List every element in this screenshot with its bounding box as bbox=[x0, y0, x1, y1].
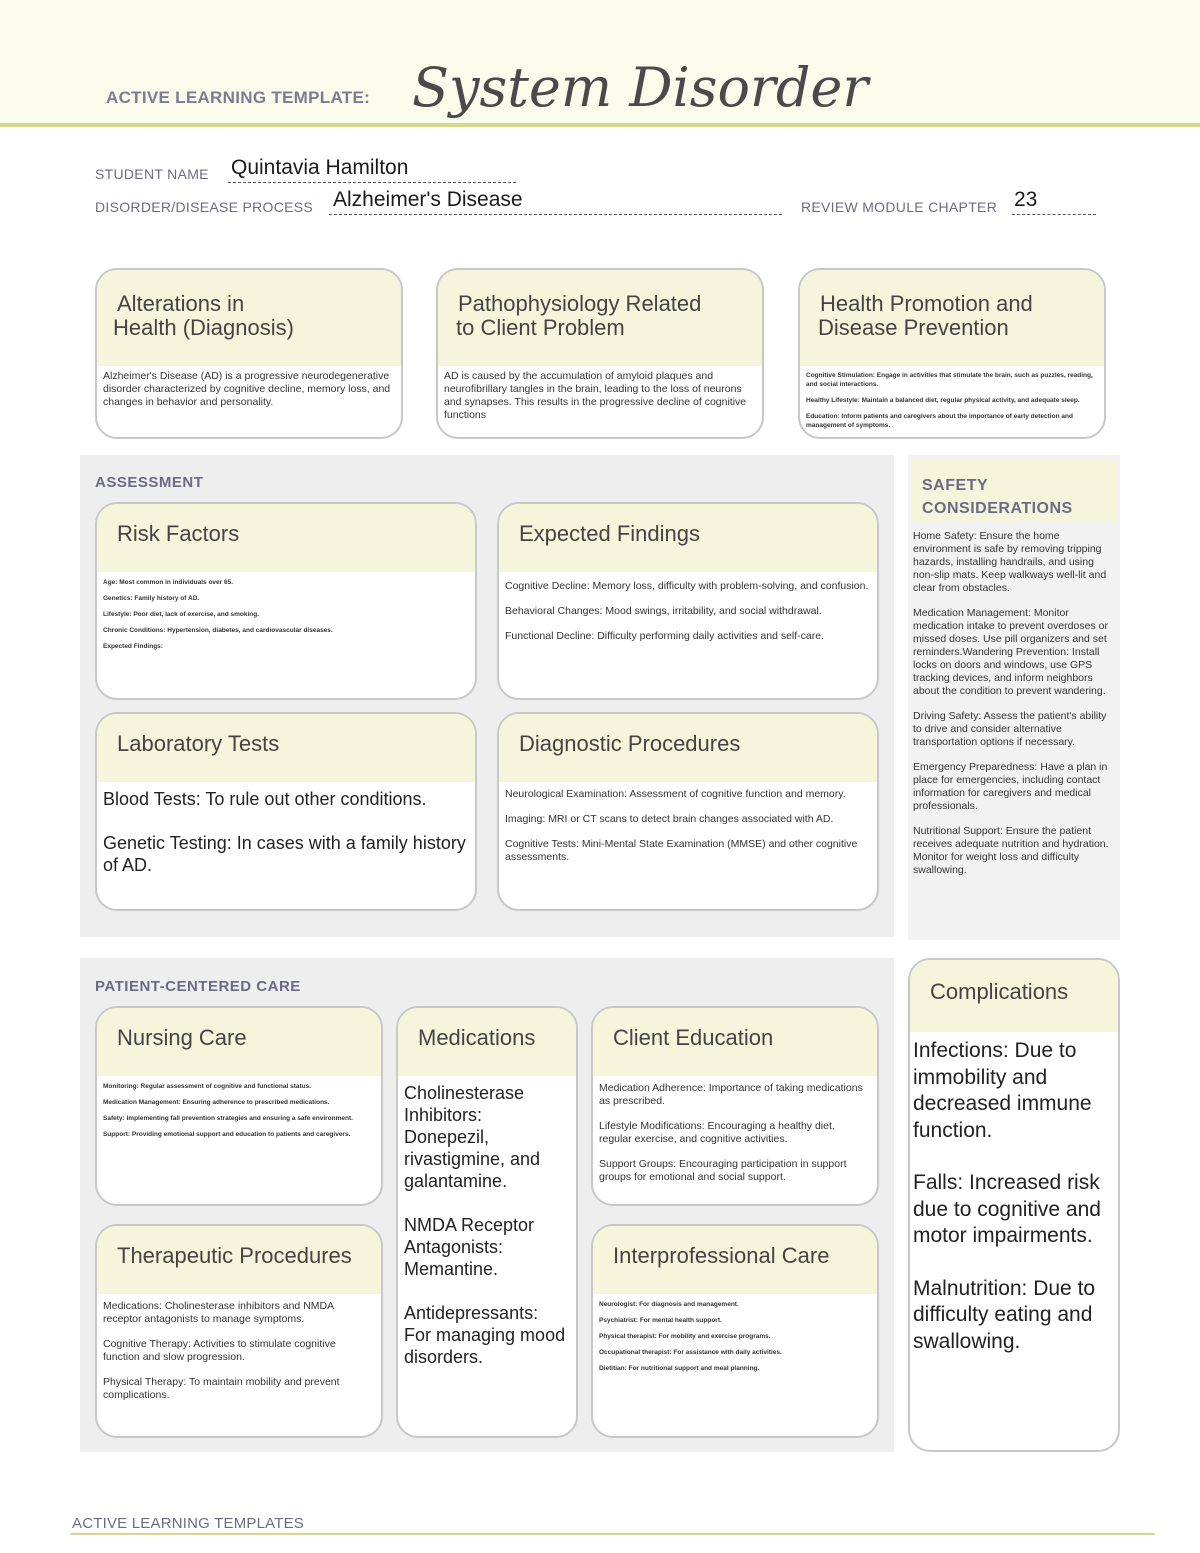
medication-item: Cholinesterase Inhibitors: Donepezil, rivastigmine, and galantamine. bbox=[404, 1083, 541, 1191]
health-promotion-header bbox=[800, 270, 1104, 366]
safety-item: Medication Management: Monitor medication intake to prevent overdoses or missed doses. Use pill organizers and set reminders.Wandering Prevention: Install locks on doors and windows, use GPS tracking devices, and inform neighbors about the condition to prevent wandering. bbox=[913, 607, 1108, 697]
client-education-item: Lifestyle Modifications: Encouraging a healthy diet, regular exercise, and cognitive activities. bbox=[599, 1120, 835, 1145]
medications-box bbox=[396, 1006, 578, 1438]
pathophysiology-text: AD is caused by the accumulation of amyloid plaques and neurofibrillary tangles in the brain, leading to the loss of neurons and synapses. This results in the progressive decline of cognitive functions bbox=[444, 370, 747, 421]
diagnostic-procedures-header: Diagnostic Procedures bbox=[499, 714, 877, 782]
client-education-item: Support Groups: Encouraging participation in support groups for emotional and social support. bbox=[599, 1158, 847, 1183]
complication-item: Falls: Increased risk due to cognitive and motor impairments. bbox=[913, 1171, 1101, 1247]
risk-factors-list bbox=[97, 572, 475, 651]
expected-finding-item: Behavioral Changes: Mood swings, irritability, and social withdrawal. bbox=[505, 605, 822, 617]
risk-factor-item: Expected Findings: bbox=[103, 643, 163, 650]
disorder-value[interactable]: Alzheimer's Disease bbox=[333, 188, 523, 211]
risk-factor-item: Age: Most common in individuals over 65. bbox=[103, 579, 234, 586]
expected-findings-list bbox=[499, 572, 877, 643]
pathophysiology-title-line1: Pathophysiology Related bbox=[458, 291, 702, 316]
health-promotion-item: Cognitive Stimulation: Engage in activities that stimulate the brain, such as puzzles, reading, and social interactions. bbox=[806, 372, 1093, 388]
footer-label: ACTIVE LEARNING TEMPLATES bbox=[72, 1515, 304, 1532]
diagnostic-procedure-item: Cognitive Tests: Mini-Mental State Examination (MMSE) and other cognitive assessments. bbox=[505, 838, 858, 863]
chapter-label: REVIEW MODULE CHAPTER bbox=[801, 199, 998, 215]
diagnostic-procedure-item: Neurological Examination: Assessment of cognitive function and memory. bbox=[505, 788, 846, 800]
disorder-line bbox=[329, 214, 782, 215]
assessment-label: ASSESSMENT bbox=[95, 474, 204, 491]
interprofessional-care-list bbox=[593, 1294, 877, 1373]
template-title: System Disorder bbox=[412, 56, 869, 119]
nursing-care-item: Monitoring: Regular assessment of cognitive and functional status. bbox=[103, 1083, 312, 1090]
template-label: ACTIVE LEARNING TEMPLATE: bbox=[106, 88, 371, 107]
complication-item: Malnutrition: Due to difficulty eating and swallowing. bbox=[913, 1276, 1096, 1353]
health-promotion-list bbox=[800, 366, 1104, 430]
interprofessional-care-box bbox=[591, 1224, 879, 1438]
interprofessional-care-item: Psychiatrist: For mental health support. bbox=[599, 1317, 722, 1324]
client-education-header: Client Education bbox=[593, 1008, 877, 1076]
risk-factor-item: Genetics: Family history of AD. bbox=[103, 595, 200, 602]
lab-tests-list bbox=[97, 782, 475, 876]
alterations-text: Alzheimer's Disease (AD) is a progressive neurodegenerative disorder characterized by cognitive decline, memory loss, and changes in behavior and personality. bbox=[103, 370, 391, 408]
health-promotion-box bbox=[798, 268, 1106, 439]
complications-box bbox=[908, 958, 1120, 1452]
disorder-label: DISORDER/DISEASE PROCESS bbox=[95, 199, 314, 215]
pathophysiology-header bbox=[438, 270, 762, 366]
medication-item: NMDA Receptor Antagonists: Memantine. bbox=[404, 1215, 535, 1279]
health-promotion-title-line2: Disease Prevention bbox=[818, 315, 1009, 340]
risk-factor-item: Chronic Conditions: Hypertension, diabetes, and cardiovascular diseases. bbox=[103, 627, 333, 634]
nursing-care-list bbox=[97, 1076, 381, 1139]
lab-tests-header: Laboratory Tests bbox=[97, 714, 475, 782]
safety-label-line1: SAFETY bbox=[922, 477, 989, 494]
diagnostic-procedures-list bbox=[499, 782, 877, 864]
lab-test-item: Blood Tests: To rule out other conditions. bbox=[103, 789, 427, 809]
client-education-list bbox=[593, 1076, 877, 1184]
expected-findings-box bbox=[497, 502, 879, 700]
interprofessional-care-item: Dietitian: For nutritional support and meal planning. bbox=[599, 1365, 760, 1372]
complications-header: Complications bbox=[910, 960, 1118, 1032]
nursing-care-box bbox=[95, 1006, 383, 1206]
health-promotion-item: Healthy Lifestyle: Maintain a balanced diet, regular physical activity, and adequate sleep. bbox=[806, 397, 1080, 404]
medications-header: Medications bbox=[398, 1008, 576, 1076]
safety-item: Driving Safety: Assess the patient's ability to drive and consider alternative transportation options if necessary. bbox=[913, 710, 1107, 748]
nursing-care-item: Support: Providing emotional support and education to patients and caregivers. bbox=[103, 1131, 351, 1138]
risk-factors-box bbox=[95, 502, 477, 700]
interprofessional-care-header: Interprofessional Care bbox=[593, 1226, 877, 1294]
therapeutic-procedure-item: Medications: Cholinesterase inhibitors and NMDA receptor antagonists to manage symptoms. bbox=[103, 1300, 334, 1325]
safety-item: Home Safety: Ensure the home environment is safe by removing tripping hazards, installing handrails, and using non-slip mats. Keep walkways well-lit and clear from obstacles. bbox=[913, 530, 1107, 594]
therapeutic-procedures-list bbox=[97, 1294, 381, 1402]
alterations-title-line1: Alterations in bbox=[117, 291, 245, 316]
safety-list bbox=[913, 530, 1115, 889]
health-promotion-item: Education: Inform patients and caregivers about the importance of early detection and management of symptoms. bbox=[806, 413, 1073, 429]
medication-item: Antidepressants: For managing mood disorders. bbox=[404, 1303, 566, 1367]
alterations-header bbox=[97, 270, 401, 366]
medications-list bbox=[398, 1076, 576, 1368]
client-education-box bbox=[591, 1006, 879, 1206]
diagnostic-procedure-item: Imaging: MRI or CT scans to detect brain changes associated with AD. bbox=[505, 813, 834, 825]
interprofessional-care-item: Neurologist: For diagnosis and management. bbox=[599, 1301, 739, 1308]
chapter-line bbox=[1012, 214, 1096, 215]
interprofessional-care-item: Occupational therapist: For assistance with daily activities. bbox=[599, 1349, 782, 1356]
lab-test-item: Genetic Testing: In cases with a family history of AD. bbox=[103, 833, 466, 875]
expected-findings-header: Expected Findings bbox=[499, 504, 877, 572]
therapeutic-procedures-box bbox=[95, 1224, 383, 1438]
complications-list bbox=[910, 1032, 1118, 1355]
safety-label bbox=[922, 474, 1073, 520]
lab-tests-box bbox=[95, 712, 477, 911]
interprofessional-care-item: Physical therapist: For mobility and exercise programs. bbox=[599, 1333, 771, 1340]
risk-factors-header: Risk Factors bbox=[97, 504, 475, 572]
therapeutic-procedure-item: Physical Therapy: To maintain mobility and prevent complications. bbox=[103, 1376, 340, 1401]
alterations-box bbox=[95, 268, 403, 439]
complication-item: Infections: Due to immobility and decreased immune function. bbox=[913, 1039, 1092, 1142]
chapter-value[interactable]: 23 bbox=[1014, 188, 1038, 211]
student-name-line bbox=[228, 182, 516, 183]
therapeutic-procedures-header: Therapeutic Procedures bbox=[97, 1226, 381, 1294]
footer-rule bbox=[70, 1533, 1155, 1535]
expected-finding-item: Functional Decline: Difficulty performing daily activities and self-care. bbox=[505, 630, 825, 642]
safety-item: Nutritional Support: Ensure the patient receives adequate nutrition and hydration. Monitor for weight loss and difficulty swallowing. bbox=[913, 825, 1109, 876]
expected-finding-item: Cognitive Decline: Memory loss, difficulty with problem-solving, and confusion. bbox=[505, 580, 869, 592]
risk-factor-item: Lifestyle: Poor diet, lack of exercise, and smoking. bbox=[103, 611, 260, 618]
therapeutic-procedure-item: Cognitive Therapy: Activities to stimulate cognitive function and slow progression. bbox=[103, 1338, 336, 1363]
health-promotion-title-line1: Health Promotion and bbox=[820, 291, 1033, 316]
safety-item: Emergency Preparedness: Have a plan in place for emergencies, including contact information for caregivers and medical professionals. bbox=[913, 761, 1108, 812]
nursing-care-item: Medication Management: Ensuring adherence to prescribed medications. bbox=[103, 1099, 330, 1106]
diagnostic-procedures-box bbox=[497, 712, 879, 911]
student-name-label: STUDENT NAME bbox=[95, 166, 209, 182]
header-rule bbox=[0, 123, 1200, 127]
client-education-item: Medication Adherence: Importance of taking medications as prescribed. bbox=[599, 1082, 863, 1107]
nursing-care-header: Nursing Care bbox=[97, 1008, 381, 1076]
nursing-care-item: Safety: Implementing fall prevention strategies and ensuring a safe environment. bbox=[103, 1115, 353, 1122]
pathophysiology-box bbox=[436, 268, 764, 439]
alterations-title-line2: Health (Diagnosis) bbox=[113, 315, 294, 340]
safety-label-line2: CONSIDERATIONS bbox=[922, 500, 1073, 517]
student-name-value[interactable]: Quintavia Hamilton bbox=[231, 156, 409, 179]
patient-care-label: PATIENT-CENTERED CARE bbox=[95, 978, 301, 995]
pathophysiology-title-line2: to Client Problem bbox=[456, 315, 625, 340]
